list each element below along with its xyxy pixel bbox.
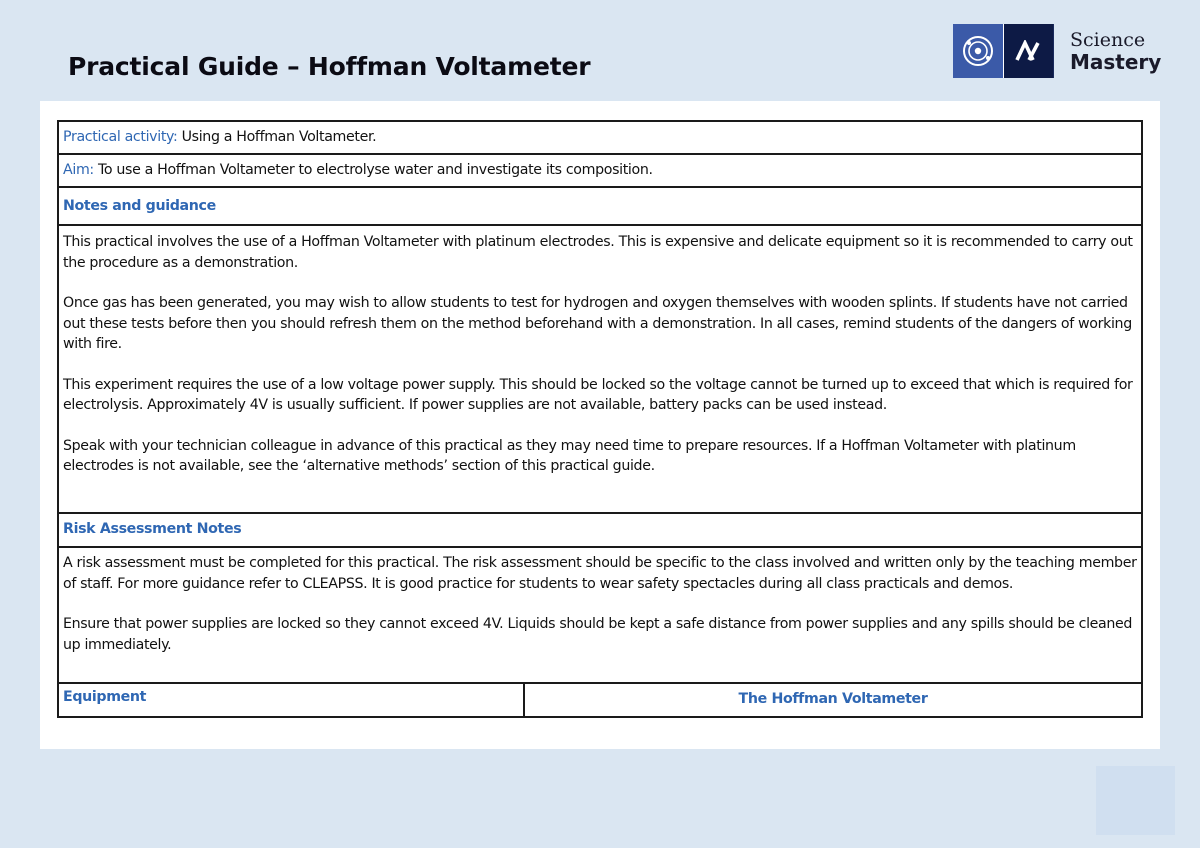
- risk-paragraph: A risk assessment must be completed for this practical. The risk assessment should be specific to the class involved and written only by the teaching member of staff. For more guidance refer to CLEAPSS. It is good practice for students to wear safety spectacles during all class practicals and demos.: [63, 555, 1137, 592]
- notes-paragraph: This practical involves the use of a Hoffman Voltameter with platinum electrodes. This is expensive and delicate equipment so it is recommended to carry out the procedure as a demonstration.: [63, 234, 1133, 271]
- aim-label: Aim:: [63, 162, 94, 178]
- logo-mark: [953, 24, 1054, 78]
- mastery-chevron-icon: [1003, 24, 1053, 78]
- notes-heading: Notes and guidance: [63, 198, 216, 214]
- activity-label: Practical activity:: [63, 129, 178, 145]
- equipment-row: [58, 683, 1142, 717]
- atom-icon: [953, 24, 1003, 78]
- logo-line2: Mastery: [1070, 49, 1162, 74]
- equipment-heading: Equipment: [63, 689, 147, 705]
- notes-heading-row: [58, 187, 1142, 225]
- notes-body-row: [58, 225, 1142, 513]
- notes-paragraph: This experiment requires the use of a low voltage power supply. This should be locked so the voltage cannot be turned up to exceed that which is required for electrolysis. Approximately 4V is usually sufficient. If power supplies are not available, battery packs can be used instead.: [63, 376, 1133, 413]
- risk-body-row: [58, 547, 1142, 683]
- aim-row: [58, 154, 1142, 187]
- science-mastery-logo: [953, 24, 1161, 78]
- practical-guide-table: [57, 120, 1143, 718]
- risk-heading: Risk Assessment Notes: [63, 521, 242, 537]
- figure-title: The Hoffman Voltameter: [738, 691, 928, 707]
- notes-paragraph: Speak with your technician colleague in advance of this practical as they may need time to prepare resources. If a Hoffman Voltameter with platinum electrodes is not available, see the ‘alternative methods’ section of this practical guide.: [63, 437, 1076, 474]
- logo-line1: Science: [1070, 28, 1146, 51]
- activity-row: [58, 121, 1142, 154]
- notes-paragraph: Once gas has been generated, you may wish to allow students to test for hydrogen and oxygen themselves with wooden splints. If students have not carried out these tests before then you should refresh them on the method beforehand with a demonstration. In all cases, remind students of the dangers of working with fire.: [63, 295, 1132, 352]
- corner-box: [1096, 766, 1175, 835]
- page-title: Practical Guide – Hoffman Voltameter: [68, 52, 591, 81]
- risk-heading-row: [58, 513, 1142, 547]
- aim-text: To use a Hoffman Voltameter to electrolyse water and investigate its composition.: [93, 162, 653, 178]
- logo-text: [1070, 28, 1162, 74]
- risk-paragraph: Ensure that power supplies are locked so they cannot exceed 4V. Liquids should be kept a safe distance from power supplies and any spills should be cleaned up immediately.: [63, 616, 1133, 653]
- activity-text: Using a Hoffman Voltameter.: [177, 129, 377, 145]
